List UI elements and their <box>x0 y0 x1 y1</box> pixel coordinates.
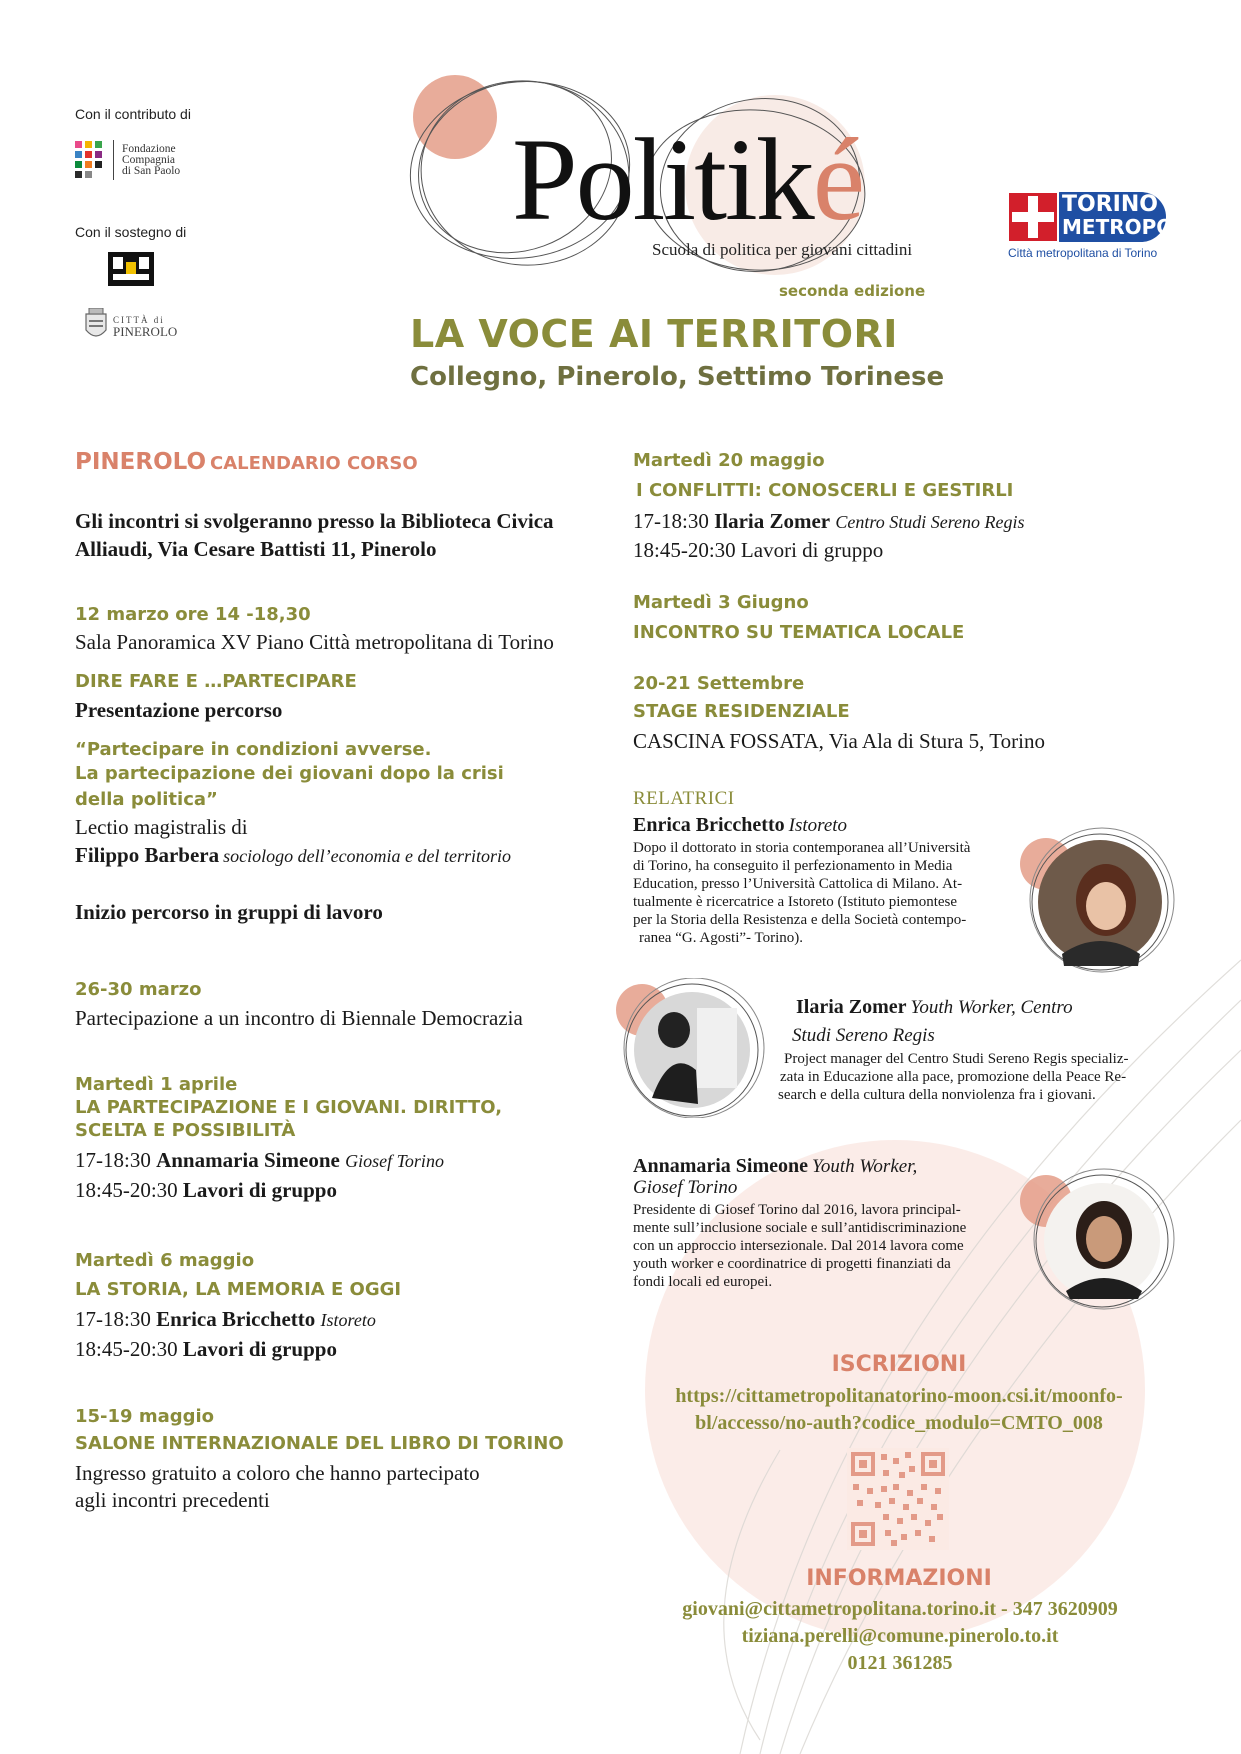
sp1-bio: Dopo il dottorato in storia contemporanea all’Università di Torino, ha conseguito il perfezionamento in Media Education, presso l’Università Cattolica di Milano. At- tualmente è ricercatrice a Istoreto (Istituto piemontese per la Storia della Resistenza e della Società contempo- ranea “G. Agosti”- Torino). <box>633 840 971 946</box>
ev2-date: 26-30 marzo <box>75 979 202 1000</box>
ev4-work: Lavori di gruppo <box>182 1337 337 1361</box>
ev6-title: I CONFLITTI: CONOSCERLI E GESTIRLI <box>636 480 1014 501</box>
ev1-date: 12 marzo ore 14 -18,30 <box>75 604 311 625</box>
ev3-time1: 17-18:30 <box>75 1148 151 1172</box>
ev6-line2 <box>633 536 883 564</box>
ev3-time2: 18:45-20:30 <box>75 1178 178 1202</box>
ev1-quote2: La partecipazione dei giovani dopo la crisi <box>75 763 504 784</box>
intro-line1: Gli incontri si svolgeranno presso la Biblioteca Civica <box>75 509 554 533</box>
main-title: LA VOCE AI TERRITORI <box>410 312 898 356</box>
iscrizioni-heading: ISCRIZIONI <box>831 1352 967 1377</box>
intro-line2: Alliaudi, Via Cesare Battisti 11, Pinerolo <box>75 537 437 561</box>
ev4-date: Martedì 6 maggio <box>75 1250 255 1271</box>
sp2-role1: Youth Worker, Centro <box>910 997 1073 1018</box>
ev1-speaker-line <box>75 841 511 869</box>
ev5-text1: Ingresso gratuito a coloro che hanno partecipato <box>75 1461 480 1485</box>
ev5-date: 15-19 maggio <box>75 1406 215 1427</box>
fondazione-mosaic-icon <box>75 141 105 179</box>
logo-main-text: Politik <box>512 114 813 245</box>
ev8-date: 20-21 Settembre <box>633 673 805 694</box>
contact-email-1[interactable]: giovani@cittametropolitana.torino.it - 347 3620909 <box>682 1598 1118 1620</box>
sp3-role1: Youth Worker, <box>812 1156 918 1177</box>
ev1-place: Sala Panoramica XV Piano Città metropolitana di Torino <box>75 630 554 654</box>
ev4-time1: 17-18:30 <box>75 1307 151 1331</box>
ev3-title2: SCELTA E POSSIBILITÀ <box>75 1120 296 1141</box>
torino-line1: TORINO <box>1062 192 1158 217</box>
ev1-lectio: Lectio magistralis di <box>75 815 248 839</box>
ev4-title: LA STORIA, LA MEMORIA E OGGI <box>75 1279 402 1300</box>
qr-code[interactable] <box>847 1448 949 1550</box>
ev6-work: Lavori di gruppo <box>740 538 884 562</box>
sp2-bio: Project manager del Centro Studi Sereno Regis specializ- zata in Educazione alla pace, promozione della Peace Re- search e della cultura della nonviolenza fra i giovani. <box>778 1051 1129 1103</box>
ev3-role: Giosef Torino <box>345 1151 444 1171</box>
ev4-time2: 18:45-20:30 <box>75 1337 178 1361</box>
ev3-line1 <box>75 1146 444 1175</box>
ev8-title: STAGE RESIDENZIALE <box>633 701 850 722</box>
relatrici-heading: RELATRICI <box>633 788 735 809</box>
fondazione-name: Fondazione Compagnia di San Paolo <box>122 142 181 177</box>
torino-metropoli-logo <box>1006 190 1194 260</box>
fondazione-logo <box>75 137 195 183</box>
sp2-photo <box>612 978 772 1118</box>
ev2-text: Partecipazione a un incontro di Biennale Democrazia <box>75 1006 523 1030</box>
ev1-quote1: “Partecipare in condizioni avverse. <box>75 739 432 760</box>
citta-name-text: PINEROLO <box>113 324 178 339</box>
citta-small-text: CITTÀ di <box>113 315 165 325</box>
citta-pinerolo-logo <box>83 308 177 344</box>
sp3-name: Annamaria Simeone <box>633 1155 808 1177</box>
ev1-presentation: Presentazione percorso <box>75 698 283 722</box>
contributo-label: Con il contributo di <box>75 106 191 122</box>
ev3-line2 <box>75 1176 337 1204</box>
ev6-time1: 17-18:30 <box>633 509 709 533</box>
ev1-start: Inizio percorso in gruppi di lavoro <box>75 900 383 924</box>
edition-label: seconda edizione <box>779 282 926 300</box>
link-line1[interactable]: https://cittametropolitanatorino-moon.csi.it/moonfo- <box>675 1385 1123 1407</box>
ev7-date: Martedì 3 Giugno <box>633 592 809 613</box>
ev3-date: Martedì 1 aprile <box>75 1074 238 1095</box>
sp2-name: Ilaria Zomer <box>796 996 907 1018</box>
bcd-logo <box>108 252 154 286</box>
ev6-role: Centro Studi Sereno Regis <box>835 512 1025 532</box>
contact-email-2[interactable]: tiziana.perelli@comune.pinerolo.to.it <box>741 1625 1059 1647</box>
ev6-date: Martedì 20 maggio <box>633 450 825 471</box>
pinerolo-crest-icon <box>83 308 109 344</box>
politike-logo <box>512 112 863 248</box>
ev3-speaker: Annamaria Simeone <box>156 1148 340 1172</box>
sp1-role: Istoreto <box>788 815 848 836</box>
sp3-heading <box>633 1155 917 1178</box>
link-line2[interactable]: bl/accesso/no-auth?codice_modulo=CMTO_008 <box>695 1412 1103 1434</box>
ev5-text2: agli incontri precedenti <box>75 1488 270 1512</box>
sp2-heading-line1 <box>796 996 1073 1019</box>
sp1-photo <box>1018 826 1178 978</box>
sp3-bio: Presidente di Giosef Torino dal 2016, lavora principal- mente sull’inclusione sociale e sull’antidiscriminazione con un approccio intersezionale. Dal 2014 lavora come youth worker e coordinatrice di progetti finanziati da fondi locali ed europei. <box>633 1202 967 1290</box>
torino-cross-icon <box>1006 190 1060 244</box>
ev1-quote3: della politica” <box>75 789 218 810</box>
calendar-heading <box>75 449 418 475</box>
ev1-speaker-role: sociologo dell’economia e del territorio <box>223 846 512 866</box>
ev6-time2: 18:45-20:30 <box>633 538 736 562</box>
contact-phone[interactable]: 0121 361285 <box>847 1652 953 1674</box>
calendar-label: CALENDARIO CORSO <box>210 453 418 474</box>
sp3-role2: Giosef Torino <box>633 1177 738 1198</box>
ev4-role: Istoreto <box>320 1310 376 1330</box>
informazioni-heading: INFORMAZIONI <box>806 1566 992 1591</box>
sp1-heading <box>633 814 847 837</box>
city-name: PINEROLO <box>75 449 207 475</box>
ev4-speaker: Enrica Bricchetto <box>156 1307 316 1331</box>
torino-caption: Città metropolitana di Torino <box>1008 246 1158 260</box>
registration-link[interactable] <box>600 1383 1198 1437</box>
sp3-photo <box>1018 1165 1178 1315</box>
ev6-speaker: Ilaria Zomer <box>714 509 831 533</box>
ev8-place: CASCINA FOSSATA, Via Ala di Stura 5, Torino <box>633 729 1045 753</box>
sp2-role2: Studi Sereno Regis <box>792 1025 935 1046</box>
ev4-line1 <box>75 1305 376 1334</box>
main-subtitle: Collegno, Pinerolo, Settimo Torinese <box>410 362 945 392</box>
ev5-title: SALONE INTERNAZIONALE DEL LIBRO DI TORINO <box>75 1433 564 1454</box>
torino-line2: METROPOLI <box>1062 215 1194 239</box>
ev6-line1 <box>633 507 1025 536</box>
logo-accent-letter: é <box>812 114 864 245</box>
ev1-speaker: Filippo Barbera <box>75 843 220 867</box>
sp1-name: Enrica Bricchetto <box>633 814 785 836</box>
sostegno-label: Con il sostegno di <box>75 224 187 240</box>
logo-subtitle: Scuola di politica per giovani cittadini <box>652 240 913 259</box>
ev1-title: DIRE FARE E …PARTECIPARE <box>75 671 357 692</box>
ev3-work: Lavori di gruppo <box>182 1178 337 1202</box>
ev3-title1: LA PARTECIPAZIONE E I GIOVANI. DIRITTO, <box>75 1097 503 1118</box>
ev7-title: INCONTRO SU TEMATICA LOCALE <box>633 622 965 643</box>
